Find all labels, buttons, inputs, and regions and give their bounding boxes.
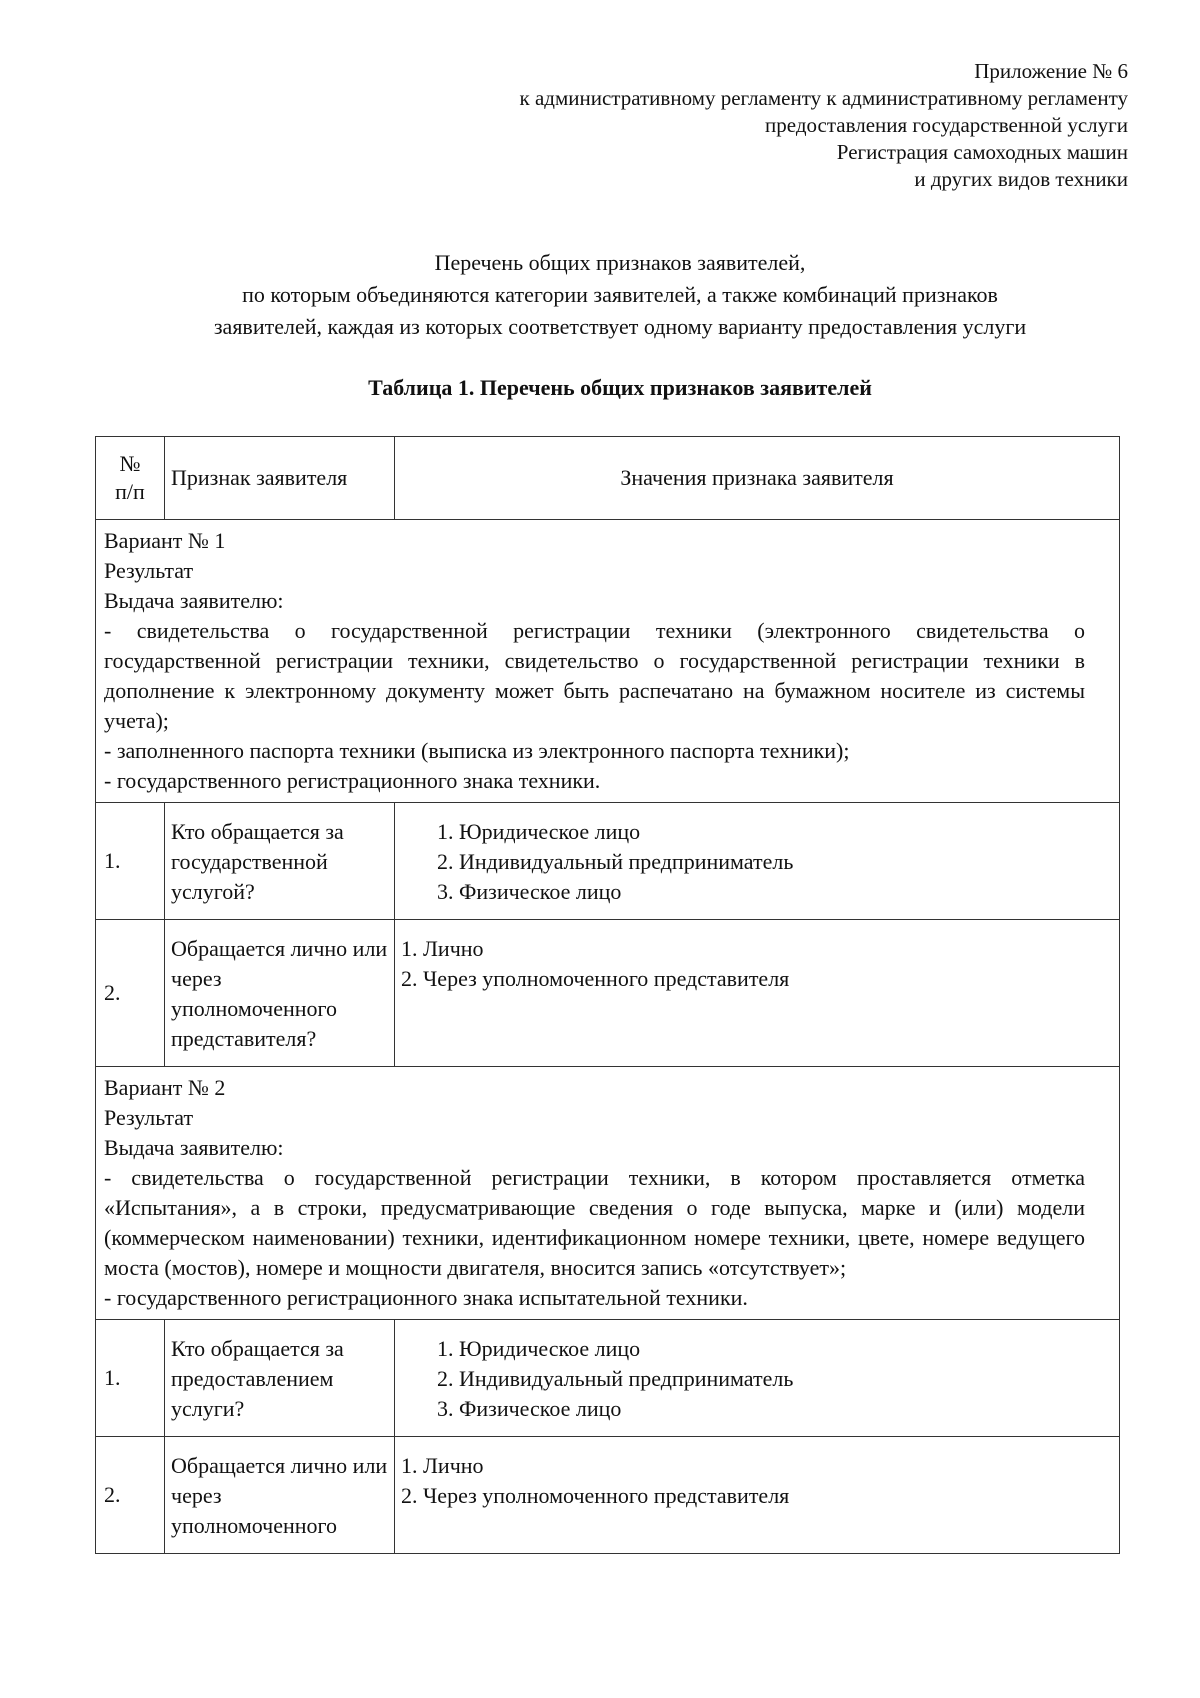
header-number xyxy=(96,437,165,520)
table-header-row xyxy=(96,437,1120,520)
appendix-line: и других видов техники xyxy=(914,167,1128,191)
row-answers xyxy=(395,803,1120,920)
row-question: Обращается лично или через уполномоченного xyxy=(165,1437,395,1554)
header-number-abbr: п/п xyxy=(115,479,145,504)
appendix-line: к административному регламенту к административному регламенту xyxy=(519,86,1128,110)
variant-result-item: - заполненного паспорта техники (выписка из электронного паспорта техники); xyxy=(104,738,850,763)
variant-description xyxy=(96,1067,1120,1320)
row-number: 1. xyxy=(96,1320,165,1437)
row-answers xyxy=(395,920,1120,1067)
criteria-row xyxy=(96,1320,1120,1437)
variant-result-label: Результат xyxy=(104,558,194,583)
answer-item: 1. Юридическое лицо xyxy=(437,1336,641,1361)
heading-line: Перечень общих признаков заявителей, xyxy=(434,250,806,275)
row-answers xyxy=(395,1320,1120,1437)
variant-title: Вариант № 1 xyxy=(104,528,226,553)
row-number: 2. xyxy=(96,920,165,1067)
variant-result-item: - свидетельства о государственной регистрации техники, в котором проставляется отметка «Испытания», а в строки, предусматривающие сведения о годе выпуска, марке и (или) модели (коммерческом наименовании) техники, идентификационном номере техники, цвете, номере ведущего моста (мостов), номере и мощности двигателя, вносится запись «отсутствует»; xyxy=(104,1165,1085,1280)
heading-line: по которым объединяются категории заявителей, а также комбинаций признаков xyxy=(242,282,998,307)
row-number: 1. xyxy=(96,803,165,920)
row-question: Кто обращается за предоставлением услуги? xyxy=(165,1320,395,1437)
answer-item: 3. Физическое лицо xyxy=(437,1396,622,1421)
variant-description xyxy=(96,520,1120,803)
variant-row xyxy=(96,1067,1120,1320)
appendix-line: предоставления государственной услуги xyxy=(765,113,1128,137)
variant-result-item: - государственного регистрационного знака техники. xyxy=(104,768,601,793)
appendix-header xyxy=(520,58,1129,193)
appendix-line: Приложение № 6 xyxy=(974,59,1128,83)
heading-line: заявителей, каждая из которых соответствует одному варианту предоставления услуги xyxy=(213,314,1027,339)
row-question: Кто обращается за государственной услугой? xyxy=(165,803,395,920)
variant-title: Вариант № 2 xyxy=(104,1075,226,1100)
applicant-criteria-table xyxy=(95,436,1120,1554)
answer-item: 1. Юридическое лицо xyxy=(437,819,641,844)
answer-item: 2. Через уполномоченного представителя xyxy=(401,1483,790,1508)
variant-issue-label: Выдача заявителю: xyxy=(104,588,284,613)
header-number-symbol: № xyxy=(119,451,141,476)
criteria-row xyxy=(96,803,1120,920)
criteria-row xyxy=(96,920,1120,1067)
variant-result-label: Результат xyxy=(104,1105,194,1130)
header-sign: Признак заявителя xyxy=(165,437,395,520)
document-heading xyxy=(120,247,1120,343)
answer-item: 3. Физическое лицо xyxy=(437,879,622,904)
header-values: Значения признака заявителя xyxy=(395,437,1120,520)
criteria-row xyxy=(96,1437,1120,1554)
variant-result-item: - свидетельства о государственной регистрации техники (электронного свидетельства о государственной регистрации техники, свидетельство о государственной регистрации техники в дополнение к электронному документу может быть распечатано на бумажном носителе из системы учета); xyxy=(104,618,1085,733)
variant-result-item: - государственного регистрационного знака испытательной техники. xyxy=(104,1285,748,1310)
variant-row xyxy=(96,520,1120,803)
answer-item: 1. Лично xyxy=(401,936,484,961)
answer-item: 2. Через уполномоченного представителя xyxy=(401,966,790,991)
answer-item: 2. Индивидуальный предприниматель xyxy=(437,1366,794,1391)
appendix-line: Регистрация самоходных машин xyxy=(836,140,1128,164)
row-question: Обращается лично или через уполномоченного представителя? xyxy=(165,920,395,1067)
answer-item: 2. Индивидуальный предприниматель xyxy=(437,849,794,874)
table-title: Таблица 1. Перечень общих признаков заявителей xyxy=(368,375,872,400)
row-number: 2. xyxy=(96,1437,165,1554)
variant-issue-label: Выдача заявителю: xyxy=(104,1135,284,1160)
row-answers xyxy=(395,1437,1120,1554)
answer-item: 1. Лично xyxy=(401,1453,484,1478)
